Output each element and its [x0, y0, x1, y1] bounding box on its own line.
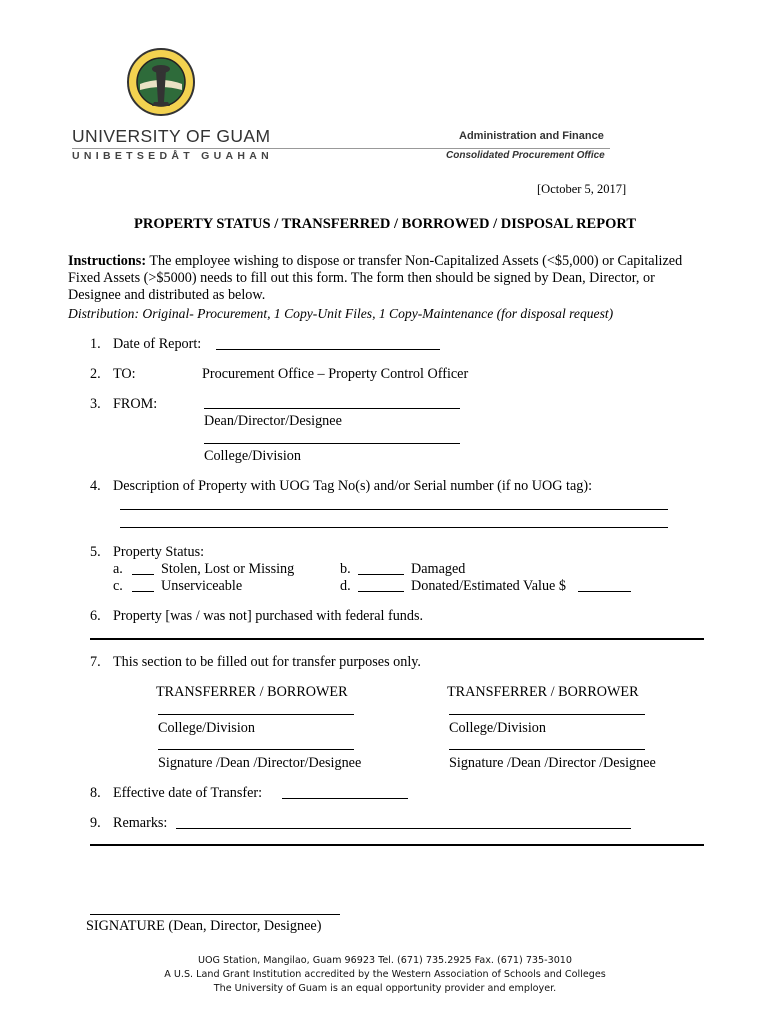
item-number: 2. [90, 366, 101, 382]
date-of-report-label: Date of Report: [113, 336, 202, 352]
document-date: [October 5, 2017] [537, 182, 627, 196]
transferrer-college-caption-right: College/Division [449, 720, 546, 736]
status-damaged-label: Damaged [411, 561, 466, 577]
federal-funds-statement: Property [was / was not] purchased with federal funds. [113, 608, 424, 624]
footer-address: UOG Station, Mangilao, Guam 96923 Tel. (671) 735.2925 Fax. (671) 735-3010 [197, 955, 573, 966]
transfer-section-label: This section to be filled out for transfer purposes only. [113, 654, 421, 670]
department-name: Administration and Finance [459, 130, 604, 142]
estimated-value-field[interactable] [578, 591, 631, 592]
transferrer-heading-right: TRANSFERRER / BORROWER [447, 684, 639, 700]
footer-accreditation: A U.S. Land Grant Institution accredited by the Western Association of Schools and Colleges [164, 969, 606, 980]
university-name: UNIVERSITY OF GUAM [72, 126, 271, 146]
transferrer-college-field-left[interactable] [158, 714, 354, 715]
item-number: 4. [90, 478, 101, 494]
status-stolen-label: Stolen, Lost or Missing [161, 561, 295, 577]
status-letter: d. [340, 578, 351, 594]
signature-field[interactable] [90, 914, 340, 915]
description-label: Description of Property with UOG Tag No(s) and/or Serial number (if no UOG tag): [113, 478, 593, 494]
footer-equal-opportunity: The University of Guam is an equal opportunity provider and employer. [213, 983, 557, 994]
property-status-label: Property Status: [113, 544, 205, 560]
to-value: Procurement Office – Property Control Officer [202, 366, 469, 382]
transferrer-heading-left: TRANSFERRER / BORROWER [156, 684, 348, 700]
instructions [68, 253, 708, 304]
item-number: 5. [90, 544, 101, 560]
status-c-field[interactable] [132, 591, 154, 592]
office-name: Consolidated Procurement Office [446, 150, 605, 161]
item-number: 1. [90, 336, 101, 352]
transferrer-college-caption-left: College/Division [158, 720, 255, 736]
from-college-caption: College/Division [204, 448, 301, 464]
status-unserviceable-label: Unserviceable [161, 578, 243, 594]
instructions-text: The employee wishing to dispose or transfer Non-Capitalized Assets (<$5,000) or Capitalized Fixed Assets (>$5000) needs to fill out this form. The form then should be signed by Dean, Director, or Designee and distributed as below. [68, 253, 683, 303]
document-title: PROPERTY STATUS / TRANSFERRED / BORROWED / DISPOSAL REPORT [134, 216, 636, 232]
header-divider [72, 148, 610, 149]
item-number: 3. [90, 396, 101, 412]
instructions-label: Instructions: [68, 253, 147, 269]
transferrer-college-field-right[interactable] [449, 714, 645, 715]
effective-date-label: Effective date of Transfer: [113, 785, 263, 801]
status-d-field[interactable] [358, 591, 404, 592]
effective-date-field[interactable] [282, 798, 408, 799]
distribution-text: Distribution: Original- Procurement, 1 Copy-Unit Files, 1 Copy-Maintenance (for disposal request) [68, 306, 614, 321]
from-label: FROM: [113, 396, 158, 412]
remarks-field[interactable] [176, 828, 631, 829]
from-college-field[interactable] [204, 443, 460, 444]
transferrer-signature-caption-left: Signature /Dean /Director/Designee [158, 755, 362, 771]
item-number: 8. [90, 785, 101, 801]
status-a-field[interactable] [132, 574, 154, 575]
item-number: 9. [90, 815, 101, 831]
from-dean-caption: Dean/Director/Designee [204, 413, 342, 429]
remarks-label: Remarks: [113, 815, 168, 831]
transferrer-signature-field-right[interactable] [449, 749, 645, 750]
section-divider [90, 844, 704, 846]
status-letter: b. [340, 561, 351, 577]
signature-label: SIGNATURE (Dean, Director, Designee) [86, 918, 322, 934]
status-donated-label: Donated/Estimated Value $ [411, 578, 566, 594]
status-letter: c. [113, 578, 123, 594]
description-field-2[interactable] [120, 527, 668, 528]
status-letter: a. [113, 561, 123, 577]
transferrer-signature-field-left[interactable] [158, 749, 354, 750]
to-label: TO: [113, 366, 136, 382]
item-number: 7. [90, 654, 101, 670]
status-b-field[interactable] [358, 574, 404, 575]
from-dean-field[interactable] [204, 408, 460, 409]
university-name-chamorro: UNIBETSEDÅT GUAHAN [72, 150, 274, 162]
university-seal-icon [126, 44, 196, 124]
date-of-report-field[interactable] [216, 349, 440, 350]
transferrer-signature-caption-right: Signature /Dean /Director /Designee [449, 755, 656, 771]
section-divider [90, 638, 704, 640]
description-field-1[interactable] [120, 509, 668, 510]
item-number: 6. [90, 608, 101, 624]
